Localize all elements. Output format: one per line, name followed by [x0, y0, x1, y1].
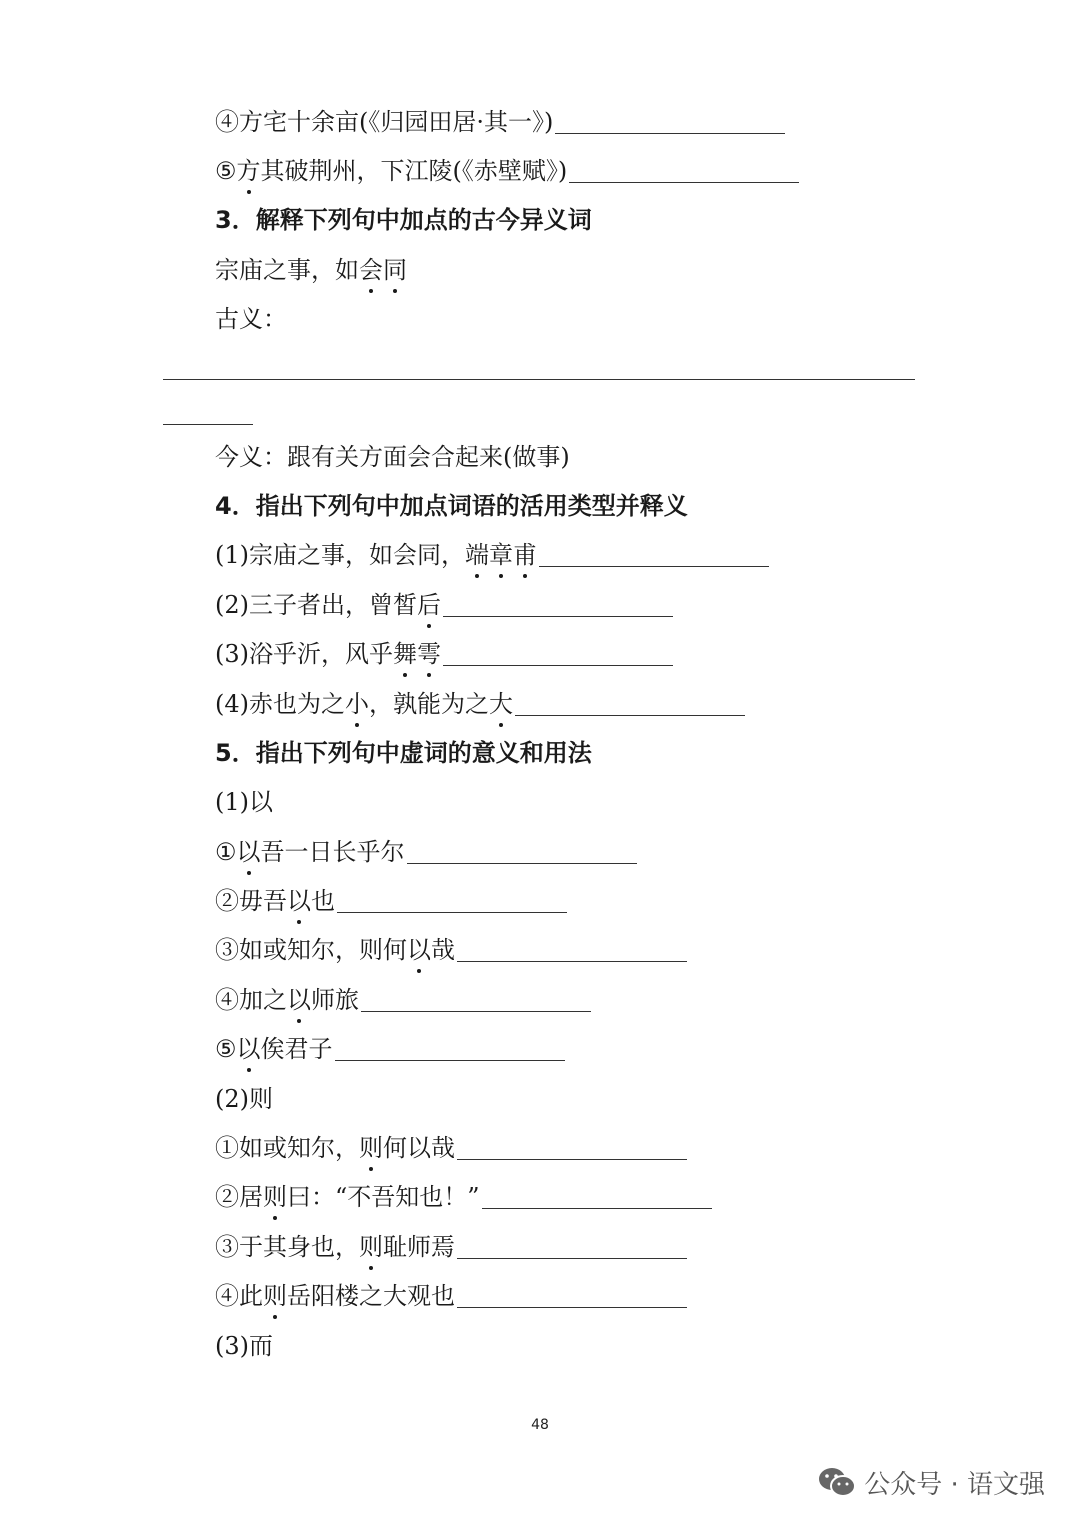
answer-blank — [407, 862, 637, 864]
question-5-title: 5．指出下列句中虚词的意义和用法 — [215, 739, 592, 767]
q2-item-5-text: 其破荆州，下江陵(《赤壁赋》) — [260, 157, 568, 185]
dotted-char: 以 — [237, 832, 261, 872]
item-text: 耻师焉 — [383, 1233, 455, 1261]
watermark-text: 公众号 · 语文强 — [864, 1469, 1045, 1500]
q5-group-3-label: (3)而 — [215, 1332, 273, 1360]
item-text: 何以哉 — [383, 1134, 455, 1162]
answer-blank — [457, 1306, 687, 1308]
answer-blank — [569, 181, 799, 183]
q5-2-item-1 — [215, 1128, 687, 1168]
item-text: 也 — [311, 887, 335, 915]
item-text: 曰：“不吾知也！” — [287, 1183, 480, 1211]
dotted-char: 章 — [489, 535, 513, 575]
dotted-char: 以 — [287, 980, 311, 1020]
q4-item-2-text: (2)三子者出，曾皙 — [215, 591, 417, 619]
answer-blank — [443, 615, 673, 617]
q4-item-2 — [215, 585, 673, 625]
dotted-char: 则 — [359, 1227, 383, 1267]
q2-item-5 — [215, 151, 799, 191]
dotted-char: 以 — [237, 1029, 261, 1069]
dotted-char: 雩 — [417, 634, 441, 674]
dotted-char: 则 — [359, 1128, 383, 1168]
answer-rule-long — [163, 379, 915, 380]
item-text: 吾一日长乎尔 — [260, 838, 405, 866]
answer-blank — [539, 565, 769, 567]
dotted-char: 以 — [287, 881, 311, 921]
q5-1-item-3 — [215, 930, 687, 970]
item-text: 俟君子 — [260, 1035, 333, 1063]
dotted-char: 方 — [237, 151, 261, 191]
answer-blank — [361, 1010, 591, 1012]
q5-group-2-label: (2)则 — [215, 1085, 273, 1113]
item-text: ④加之 — [215, 986, 287, 1014]
question-3-title: 3．解释下列句中加点的古今异义词 — [215, 206, 592, 234]
answer-blank — [457, 1257, 687, 1259]
q4-item-4-text: ，孰能为之 — [369, 690, 489, 718]
dotted-char: 端 — [465, 535, 489, 575]
item-text: 哉 — [431, 936, 455, 964]
item-text: 师旅 — [311, 986, 359, 1014]
q3-ancient-meaning-label: 古义： — [215, 305, 287, 333]
q2-item-4-text: ④方宅十余亩(《归园田居·其一》) — [215, 108, 554, 136]
q3-sentence — [215, 250, 407, 290]
item-text: 岳阳楼之大观也 — [287, 1282, 455, 1310]
dotted-char: 则 — [263, 1276, 287, 1316]
q4-item-1-text: (1)宗庙之事，如会同， — [215, 541, 465, 569]
answer-blank — [482, 1207, 712, 1209]
q5-1-item-4 — [215, 980, 591, 1020]
dotted-char: 后 — [417, 585, 441, 625]
page-number: 48 — [531, 1417, 549, 1433]
question-4-title: 4．指出下列句中加点词语的活用类型并释义 — [215, 492, 688, 520]
q3-modern-meaning: 今义：跟有关方面会合起来(做事) — [215, 443, 570, 471]
q5-1-item-5 — [215, 1029, 565, 1069]
dotted-char: 甫 — [513, 535, 537, 575]
q4-item-3 — [215, 634, 673, 674]
item-text: ②毋吾 — [215, 887, 287, 915]
q5-2-item-4 — [215, 1276, 687, 1316]
q2-item-4 — [215, 102, 785, 142]
item-text: ②居 — [215, 1183, 263, 1211]
item-text: ④此 — [215, 1282, 263, 1310]
q4-item-3-text: (3)浴乎沂，风乎 — [215, 640, 393, 668]
answer-blank — [555, 132, 785, 134]
answer-blank — [443, 664, 673, 666]
dotted-char: 大 — [489, 684, 513, 724]
answer-blank — [515, 714, 745, 716]
item-text: ③于其身也， — [215, 1233, 359, 1261]
dotted-char: 舞 — [393, 634, 417, 674]
wechat-icon — [818, 1466, 856, 1498]
q4-item-4-text: (4)赤也为之 — [215, 690, 345, 718]
q4-item-1 — [215, 535, 769, 575]
item-text: ①如或知尔， — [215, 1134, 359, 1162]
q5-2-item-2 — [215, 1177, 712, 1217]
q3-sentence-text: 宗庙之事，如 — [215, 256, 359, 284]
dotted-char: 则 — [263, 1177, 287, 1217]
dotted-char: 小 — [345, 684, 369, 724]
q5-group-1-label: (1)以 — [215, 788, 273, 816]
answer-blank — [335, 1059, 565, 1061]
q5-1-item-1 — [215, 832, 637, 872]
dotted-char: 同 — [383, 250, 407, 290]
answer-blank — [337, 911, 567, 913]
answer-blank — [457, 960, 687, 962]
q5-1-item-2 — [215, 881, 567, 921]
q4-item-4 — [215, 684, 745, 724]
watermark — [818, 1460, 1045, 1504]
item-number: ① — [215, 838, 237, 866]
answer-rule-short — [163, 424, 253, 425]
q2-item-5-number: ⑤ — [215, 157, 237, 185]
dotted-char: 以 — [407, 930, 431, 970]
item-text: ③如或知尔，则何 — [215, 936, 407, 964]
q5-2-item-3 — [215, 1227, 687, 1267]
dotted-char: 会 — [359, 250, 383, 290]
answer-blank — [457, 1158, 687, 1160]
item-number: ⑤ — [215, 1035, 237, 1063]
